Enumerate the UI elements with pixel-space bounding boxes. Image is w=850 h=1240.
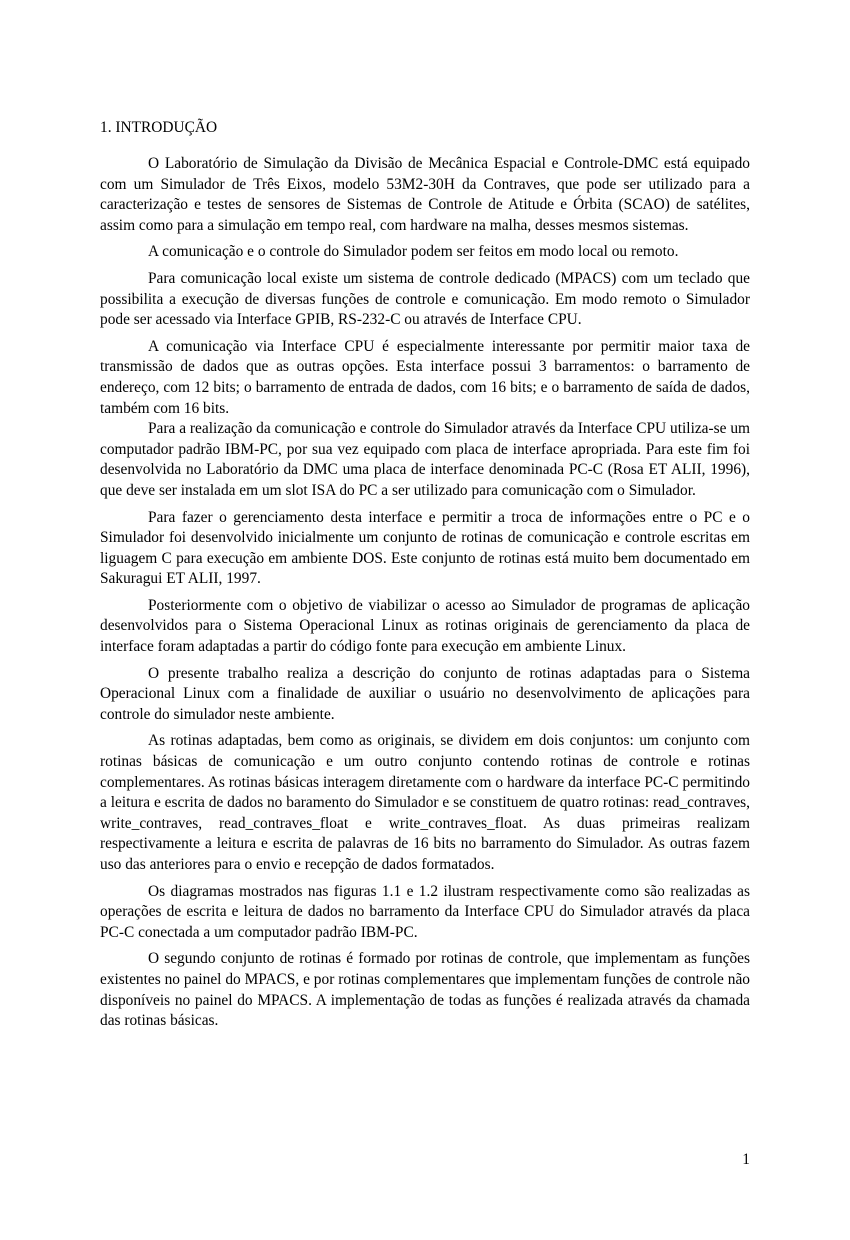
paragraph-cpu-interface: A comunicação via Interface CPU é especialmente interessante por permitir maior taxa de transmissão de dados que as outras opções. Esta interface possui 3 barramentos: o barramento de endereço, com 12 bits; o barramento de entrada de dados, com 16 bits; e o barramento de saída de dados, também com 16 bits. xyxy=(100,337,750,417)
body-text xyxy=(100,154,750,1038)
paragraph-local-communication: Para comunicação local existe um sistema de controle dedicado (MPACS) com um teclado que possibilita a execução de diversas funções de controle e comunicação. Em modo remoto o Simulador pode ser acessado via Interface GPIB, RS-232-C ou através de Interface CPU. xyxy=(100,269,750,329)
paragraph-communication-modes: A comunicação e o controle do Simulador podem ser feitos em modo local ou remoto. xyxy=(148,243,679,261)
paragraph-control-routines: O segundo conjunto de rotinas é formado por rotinas de controle, que implementam as funções existentes no painel do MPACS, e por rotinas complementares que implementam funções de controle não disponíveis no painel do MPACS. A implementação de todas as funções é realizada através da chamada das rotinas básicas. xyxy=(100,950,750,1030)
paragraph-dos-routines: Para fazer o gerenciamento desta interface e permitir a troca de informações entre o PC e o Simulador foi desenvolvido inicialmente um conjunto de rotinas de comunicação e controle escritas em liguagem C para execução em ambiente DOS. Este conjunto de rotinas está muito bem documentado em Sakuragui ET ALII, 1997. xyxy=(100,508,750,588)
paragraph-work-purpose: O presente trabalho realiza a descrição do conjunto de rotinas adaptadas para o Sistema Operacional Linux com a finalidade de auxiliar o usuário no desenvolvimento de aplicações para controle do simulador neste ambiente. xyxy=(100,664,750,723)
section-heading: 1. INTRODUÇÃO xyxy=(100,119,218,136)
paragraph-linux-adaptation: Posteriormente com o objetivo de viabilizar o acesso ao Simulador de programas de aplicação desenvolvidos para o Sistema Operacional Linux as rotinas originais de gerenciamento da placa de interface foram adaptadas a partir do código fonte para execução em ambiente Linux. xyxy=(100,596,750,656)
paragraph-diagrams: Os diagramas mostrados nas figuras 1.1 e 1.2 ilustram respectivamente como são realizadas as operações de escrita e leitura de dados no barramento da Interface CPU do Simulador através da placa PC-C conectada a um computador padrão IBM-PC. xyxy=(100,882,750,941)
paragraph-routine-sets: As rotinas adaptadas, bem como as originais, se dividem em dois conjuntos: um conjunto com rotinas básicas de comunicação e um outro conjunto contendo rotinas de controle e rotinas complementares. As rotinas básicas interagem diretamente com o hardware da interface PC-C permitindo a leitura e escrita de dados no baramento do Simulador e se constituem de quatro rotinas: read_contraves, write_contraves, read_contraves_float e write_contraves_float. As duas primeiras realizam respectivamente a leitura e escrita de palavras de 16 bits no barramento do Simulador. As outras fazem uso das anteriores para o envio e recepção de dados formatados. xyxy=(100,732,750,873)
paragraph-pc-c-board: Para a realização da comunicação e controle do Simulador através da Interface CPU utiliza-se um computador padrão IBM-PC, por sua vez equipado com placa de interface apropriada. Para este fim foi desenvolvida no Laboratório da DMC uma placa de interface denominada PC-C (Rosa ET ALII, 1996), que deve ser instalada em um slot ISA do PC a ser utilizado para comunicação com o Simulador. xyxy=(100,420,750,499)
page-number: 1 xyxy=(742,1151,750,1168)
paragraph-lab-description: O Laboratório de Simulação da Divisão de Mecânica Espacial e Controle-DMC está equipado com um Simulador de Três Eixos, modelo 53M2-30H da Contraves, que pode ser utilizado para a caracterização e testes de sensores de Sistemas de Controle de Atitude e Órbita (SCAO) de satélites, assim como para a simulação em tempo real, com hardware na malha, desses mesmos sistemas. xyxy=(100,155,750,234)
